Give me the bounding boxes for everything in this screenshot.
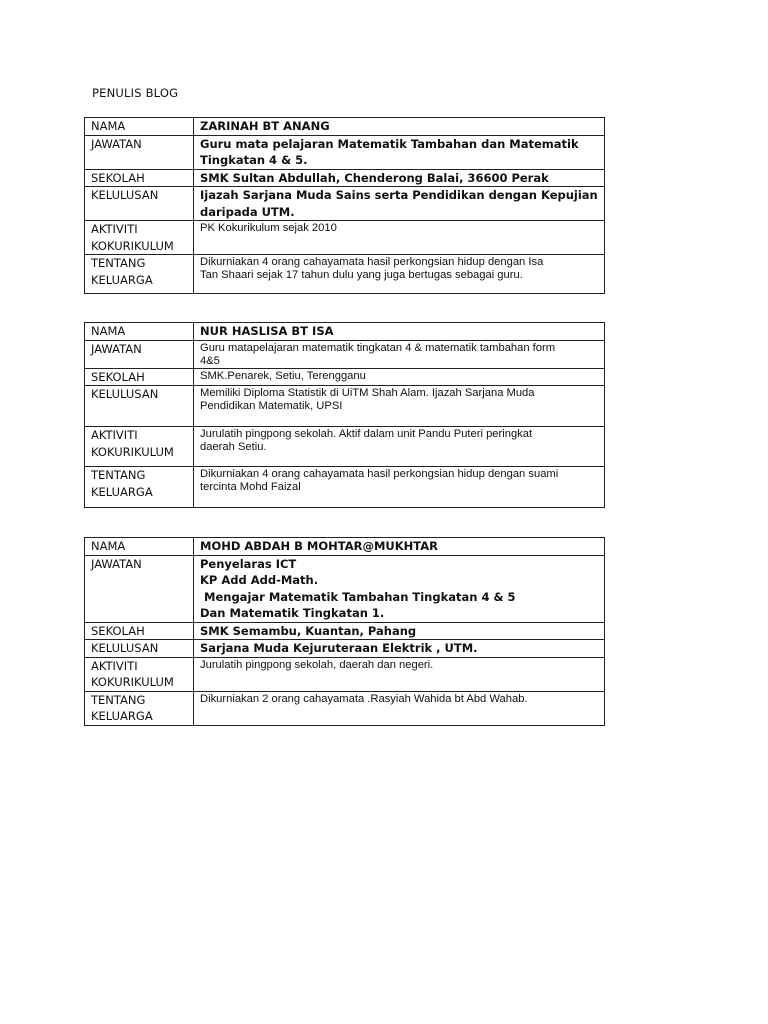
field-label: KELULUSAN <box>85 187 194 221</box>
table-row <box>85 386 605 427</box>
field-label: KELULUSAN <box>85 386 194 427</box>
field-label: AKTIVITI KOKURIKULUM <box>85 221 194 255</box>
table-row <box>85 538 605 556</box>
field-label: TENTANG KELUARGA <box>85 255 194 294</box>
field-value: Penyelaras ICT KP Add Add-Math. Mengajar Matematik Tambahan Tingkatan 4 & 5 Dan Matematik Tingkatan 1. <box>194 555 605 622</box>
field-value: Dikurniakan 2 orang cahayamata .Rasyiah Wahida bt Abd Wahab. <box>194 691 605 725</box>
field-value: Jurulatih pingpong sekolah. Aktif dalam unit Pandu Puteri peringkat daerah Setiu. <box>194 427 605 467</box>
field-value: Dikurniakan 4 orang cahayamata hasil perkongsian hidup dengan suami tercinta Mohd Faizal <box>194 467 605 508</box>
table-row <box>85 640 605 658</box>
field-label: JAWATAN <box>85 340 194 368</box>
field-value: Jurulatih pingpong sekolah, daerah dan negeri. <box>194 657 605 691</box>
profile-table-3 <box>84 537 605 726</box>
table-row <box>85 467 605 508</box>
profile-table-1 <box>84 117 605 294</box>
table-row <box>85 555 605 622</box>
field-label: SEKOLAH <box>85 368 194 386</box>
field-value: SMK Semambu, Kuantan, Pahang <box>194 622 605 640</box>
table-row <box>85 187 605 221</box>
field-label: KELULUSAN <box>85 640 194 658</box>
field-label: SEKOLAH <box>85 169 194 187</box>
table-row <box>85 169 605 187</box>
field-label: AKTIVITI KOKURIKULUM <box>85 657 194 691</box>
table-row <box>85 323 605 341</box>
field-value: NUR HASLISA BT ISA <box>194 323 605 341</box>
field-label: AKTIVITI KOKURIKULUM <box>85 427 194 467</box>
profile-table-2 <box>84 322 605 508</box>
table-row <box>85 657 605 691</box>
field-label: NAMA <box>85 538 194 556</box>
field-label: TENTANG KELUARGA <box>85 467 194 508</box>
field-label: SEKOLAH <box>85 622 194 640</box>
field-label: NAMA <box>85 118 194 136</box>
table-row <box>85 135 605 169</box>
field-value: MOHD ABDAH B MOHTAR@MUKHTAR <box>194 538 605 556</box>
table-row <box>85 622 605 640</box>
table-row <box>85 221 605 255</box>
table-row <box>85 340 605 368</box>
field-value: Guru matapelajaran matematik tingkatan 4 & matematik tambahan form 4&5 <box>194 340 605 368</box>
table-row <box>85 368 605 386</box>
field-label: TENTANG KELUARGA <box>85 691 194 725</box>
field-value: Guru mata pelajaran Matematik Tambahan dan Matematik Tingkatan 4 & 5. <box>194 135 605 169</box>
table-row <box>85 255 605 294</box>
field-value: Ijazah Sarjana Muda Sains serta Pendidikan dengan Kepujian daripada UTM. <box>194 187 605 221</box>
table-row <box>85 691 605 725</box>
page-heading: PENULIS BLOG <box>92 86 179 100</box>
field-label: NAMA <box>85 323 194 341</box>
field-value: PK Kokurikulum sejak 2010 <box>194 221 605 255</box>
field-value: ZARINAH BT ANANG <box>194 118 605 136</box>
table-row <box>85 118 605 136</box>
field-label: JAWATAN <box>85 555 194 622</box>
field-label: JAWATAN <box>85 135 194 169</box>
field-value: Dikurniakan 4 orang cahayamata hasil perkongsian hidup dengan Isa Tan Shaari sejak 17 tahun dulu yang juga bertugas sebagai guru. <box>194 255 605 294</box>
field-value: SMK.Penarek, Setiu, Terengganu <box>194 368 605 386</box>
field-value: SMK Sultan Abdullah, Chenderong Balai, 36600 Perak <box>194 169 605 187</box>
field-value: Memiliki Diploma Statistik di UiTM Shah Alam. Ijazah Sarjana Muda Pendidikan Matematik, UPSI <box>194 386 605 427</box>
field-value: Sarjana Muda Kejuruteraan Elektrik , UTM. <box>194 640 605 658</box>
table-row <box>85 427 605 467</box>
